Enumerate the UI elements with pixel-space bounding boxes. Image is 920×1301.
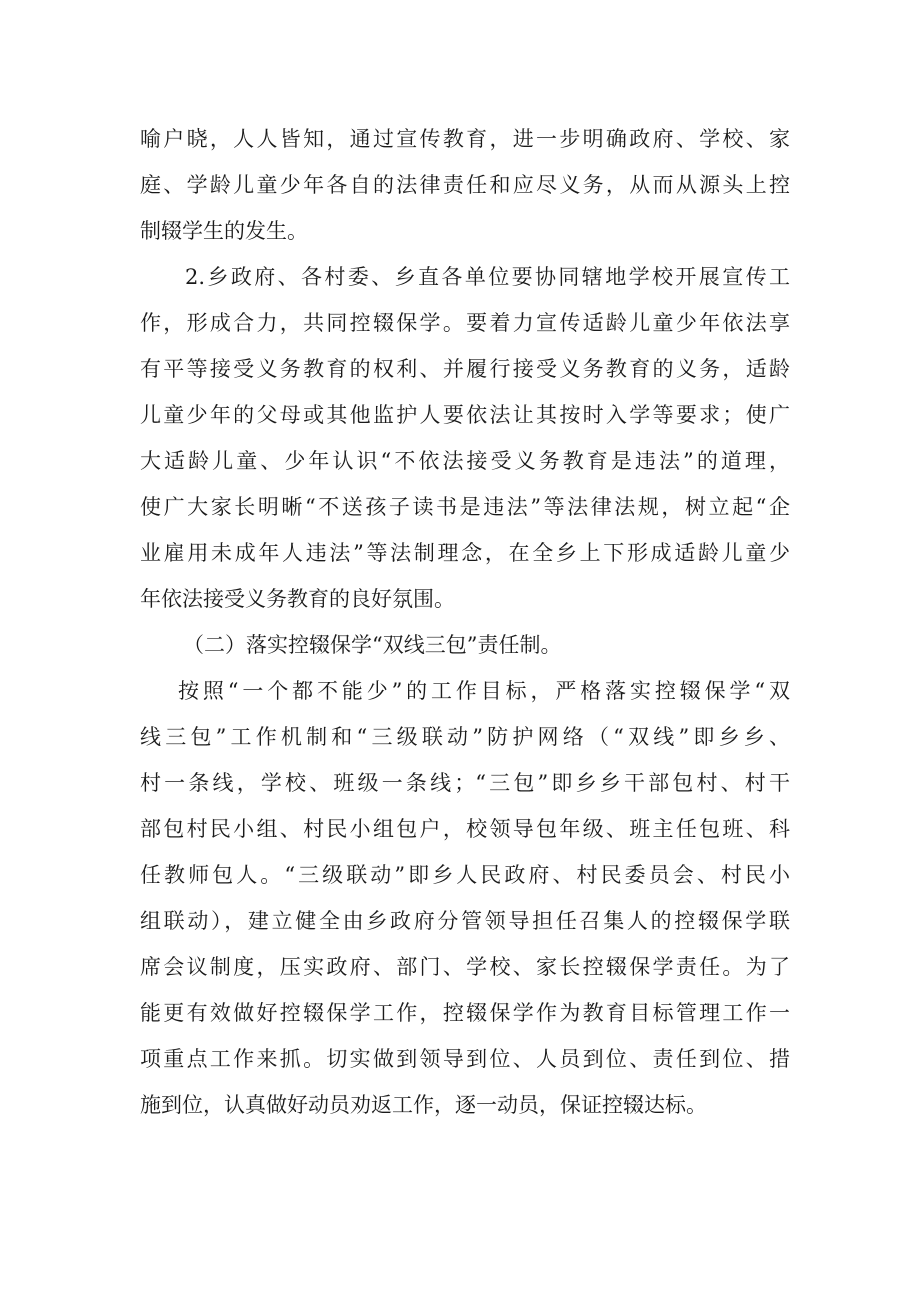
paragraph-3-line-9: 项重点工作来抓。切实做到领导到位、人员到位、责任到位、措 (140, 1047, 790, 1071)
paragraph-2-line-6: 使广大家长明晰“不送孩子读书是违法”等法律法规，树立起“企 (140, 495, 790, 519)
paragraph-2-line-2: 作，形成合力，共同控辍保学。要着力宣传适龄儿童少年依法享 (140, 311, 790, 335)
paragraph-3-line-2: 线三包”工作机制和“三级联动”防护网络（“双线”即乡乡、 (140, 725, 790, 749)
paragraph-3-line-6: 组联动），建立健全由乡政府分管领导担任召集人的控辍保学联 (140, 909, 790, 933)
paragraph-2-line-4: 儿童少年的父母或其他监护人要依法让其按时入学等要求；使广 (140, 403, 790, 427)
paragraph-3-line-3: 村一条线，学校、班级一条线；“三包”即乡乡干部包村、村干 (140, 771, 790, 795)
paragraph-2-line-7: 业雇用未成年人违法”等法制理念，在全乡上下形成适龄儿童少 (140, 541, 790, 565)
paragraph-3-line-8: 能更有效做好控辍保学工作，控辍保学作为教育目标管理工作一 (140, 1001, 790, 1025)
paragraph-1-line-1: 喻户晓，人人皆知，通过宣传教育，进一步明确政府、学校、家 (140, 127, 790, 151)
paragraph-1-line-2: 庭、学龄儿童少年各自的法律责任和应尽义务，从而从源头上控 (140, 173, 790, 197)
paragraph-3-line-1: 按照“一个都不能少”的工作目标，严格落实控辍保学“双 (178, 679, 790, 703)
paragraph-2-line-8: 年依法接受义务教育的良好氛围。 (140, 587, 455, 611)
paragraph-3-line-7: 席会议制度，压实政府、部门、学校、家长控辍保学责任。为了 (140, 955, 790, 979)
paragraph-1-line-3: 制辍学生的发生。 (140, 219, 308, 243)
paragraph-3-line-4: 部包村民小组、村民小组包户，校领导包年级、班主任包班、科 (140, 817, 790, 841)
paragraph-2-line-3: 有平等接受义务教育的权利、并履行接受义务教育的义务，适龄 (140, 357, 790, 381)
paragraph-2-line-5: 大适龄儿童、少年认识“不依法接受义务教育是违法”的道理， (140, 449, 790, 473)
paragraph-2-line-1: 2.乡政府、各村委、乡直各单位要协同辖地学校开展宣传工 (185, 265, 790, 289)
paragraph-3-line-5: 任教师包人。“三级联动”即乡人民政府、村民委员会、村民小 (140, 863, 790, 887)
section-heading: （二）落实控辍保学“双线三包”责任制。 (183, 633, 562, 657)
paragraph-3-line-10: 施到位，认真做好动员劝返工作，逐一动员，保证控辍达标。 (140, 1093, 707, 1117)
